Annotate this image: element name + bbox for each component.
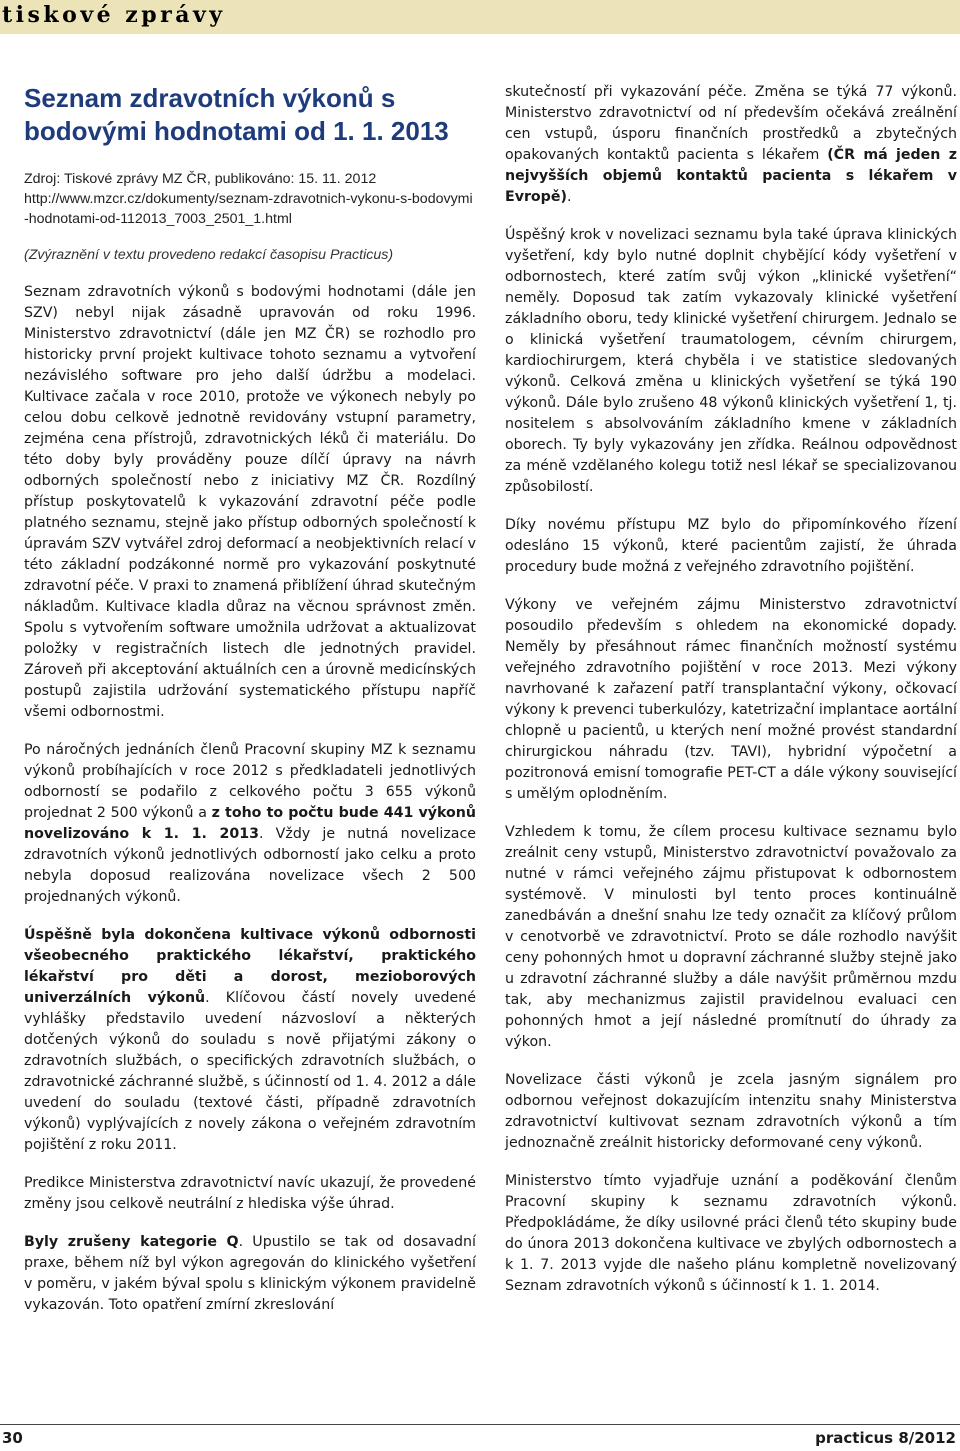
paragraph — [505, 1070, 957, 1154]
paragraph-text: Predikce Ministerstva zdravotnictví navíc ukazují, že provedené změny jsou celkově neutrální z hlediska výše úhrad. — [24, 1175, 476, 1212]
paragraph — [24, 1173, 476, 1215]
paragraph-text: Výkony ve veřejném zájmu Ministerstvo zdravotnictví posoudilo především s ohledem na ekonomické dopady. Neměly by přesáhnout rámec finančních možností systému veřejného zdravotního pojištění v roce 2013. Mezi výkony navrhované k zařazení patří transplantační výkony, očkovací výkony k prevenci tuberkulózy, katetrizační implantace aortální chlopně u pacientů, u kterých není možné provést standardní chirurgickou náhradu (tzv. TAVI), hybridní výpočetní a pozitronová emisní tomografie PET-CT a dále výkony související s umělým oplodněním. — [505, 597, 957, 802]
source-line: Zdroj: Tiskové zprávy MZ ČR, publikováno: 15. 11. 2012 — [24, 171, 377, 187]
paragraph-text: . — [566, 189, 572, 205]
paragraph-text: Novelizace části výkonů je zcela jasným signálem pro odbornou veřejnost dokazujícím intenzitu snahy Ministerstva zdravotnictví kultivovat seznam zdravotních výkonů a tím jednoznačně zreálnit historicky deformované ceny výkonů. — [505, 1072, 957, 1151]
paragraph — [505, 82, 957, 208]
footer-rule — [0, 1424, 960, 1425]
paragraph-emphasis: (ČR má jeden z nejvyšších objemů kontaktů pacienta s lékařem v Evropě) — [505, 147, 957, 205]
source-info — [24, 169, 476, 229]
paragraph — [505, 515, 957, 578]
paragraph-text: Vzhledem k tomu, že cílem procesu kultivace seznamu bylo zreálnit ceny vstupů, Ministerstvo zdravotnictví považovalo za nutné v rámci veřejného zájmu přistupovat k odbornostem systémově. V minulosti byl tento proces kontinuálně zanedbáván a dnešní snahu lze tedy označit za klíčový průlom v cenotvorbě ve zdravotnictví. Proto se dále rozhodlo navýšit ceny pohonných hmot u dopravní záchranné služby stejně jako u zdravotní záchranné služby a dále navýšit průměrnou mzdu tak, aby mechanizmus zajistil pravidelnou evaluaci cen pohonných hmot a její následné promítnutí do úhrady za výkon. — [505, 824, 957, 1050]
source-url: http://www.mzcr.cz/dokumenty/seznam-zdravotnich-vykonu-s-bodovymi-hodnotami-od-112013_7003_2501_1.html — [24, 191, 473, 227]
editor-note: (Zvýraznění v textu provedeno redakcí časopisu Practicus) — [24, 247, 394, 263]
article-title: Seznam zdravotních výkonů s bodovými hodnotami od 1. 1. 2013 — [24, 83, 449, 146]
paragraph-text: skutečností při vykazování péče. Změna se týká 77 výkonů. Ministerstvo zdravotnictví od ní především očekává zreálnění cen vstupů, úsporu finančních prostředků a zbytečných opakovaných kontaktů pacienta s lékařem — [505, 84, 957, 163]
paragraph — [505, 1171, 957, 1297]
paragraph-text: Díky novému přístupu MZ bylo do připomínkového řízení odesláno 15 výkonů, které pacientům zajistí, že úhrada procedury bude možná z veřejného zdravotního pojištění. — [505, 517, 957, 575]
magazine-issue: practicus 8/2012 — [815, 1429, 956, 1447]
paragraph — [24, 925, 476, 1156]
page-number: 30 — [2, 1429, 23, 1447]
left-column — [24, 82, 476, 1333]
paragraph-emphasis: Byly zrušeny kategorie Q — [24, 1234, 239, 1250]
paragraph-text: Seznam zdravotních výkonů s bodovými hodnotami (dále jen SZV) nebyl nijak zásadně upravován od roku 1996. Ministerstvo zdravotnictví (dále jen MZ ČR) se rozhodlo pro historicky první projekt kultivace tohoto seznamu a vytvoření nezávislého software pro jeho další údržbu a modelaci. Kultivace začala v roce 2010, protože ve výkonech nebyly po celou dobu celkově jednotně revidovány vstupní parametry, zejména cena přístrojů, zdravotnických léků či materiálu. Do této doby byly prováděny pouze dílčí úpravy na návrh odborných společností nebo z iniciativy MZ ČR. Rozdílný přístup poskytovatelů k vykazování zdravotní péče podle platného seznamu, stejně jako přístup odborných společností k úpravám SZV vytvářel zdroj deformací a neobjektivních relací v této základní podzákonné normě pro vykazování poskytnuté zdravotní péče. V praxi to znamená přiblížení úhrad skutečným nákladům. Kultivace kladla důraz na věcnou správnost změn. Spolu s vytvořením software umožnila udržovat a aktualizovat položky v registračních listech dle jednotných pravidel. Zároveň při akceptování aktuálních cen a úrovně medicínských postupů zajistila udržování systematického přístupu napříč všemi odbornostmi. — [24, 284, 476, 720]
paragraph-emphasis: Úspěšně byla dokončena kultivace výkonů odbornosti všeobecného praktického lékařství, praktického lékařství pro děti a dorost, mezioborových univerzálních výkonů — [24, 927, 476, 1006]
paragraph — [24, 740, 476, 908]
paragraph — [505, 822, 957, 1053]
section-title: tiskové zprávy — [2, 2, 226, 28]
paragraph-text: Po náročných jednáních členů Pracovní skupiny MZ k seznamu výkonů probíhajících v roce 2012 s předkladateli jednotlivých odborností se podařilo z celkového počtu 3 655 výkonů projednat 2 500 výkonů a — [24, 742, 476, 821]
paragraph — [24, 1232, 476, 1316]
paragraph-emphasis: z toho to počtu bude 441 výkonů novelizováno k 1. 1. 2013 — [24, 805, 476, 842]
paragraph — [505, 225, 957, 498]
paragraph-text: Úspěšný krok v novelizaci seznamu byla také úprava klinických vyšetření, kdy bylo nutné doplnit chybějící kódy vyšetření v odbornostech, které zatím svůj výkon „klinické vyšetření“ neměly. Doposud tak zatím vykazovaly klinické vyšetření základního oboru, tedy klinické vyšetření chirurgem. Jednalo se o klinická vyšetření traumatologem, cévním chirurgem, kardiochirurgem, která chyběla i ve statistice sledovaných výkonů. Celková změna u klinických vyšetření se týká 190 výkonů. Dále bylo zrušeno 48 výkonů klinických vyšetření 1, tj. nositelem s absolvováním základního kmene v základních oborech. Ty byly vykazovány jen zřídka. Reálnou odpovědnost za méně vzdělaného kolegu totiž nesl lékař se specializovanou způsobilostí. — [505, 227, 957, 495]
right-column — [505, 82, 957, 1314]
paragraph — [24, 282, 476, 723]
section-header-bar — [0, 0, 960, 34]
paragraph-text: . Klíčovou částí novely uvedené vyhlášky představilo uvedení názvosloví a některých dotčených výkonů do souladu s nově přijatými zákony o zdravotních službách, o specifických zdravotních službách, o zdravotnické záchranné službě, s účinností od 1. 4. 2012 a dále uvedení do souladu (textové části, případně zdravotních výkonů) vyplývajících z novely zákona o veřejném zdravotním pojištění z roku 2011. — [24, 990, 476, 1153]
paragraph — [505, 595, 957, 805]
paragraph-text: . Vždy je nutná novelizace zdravotních výkonů jednotlivých odborností jako celku a proto nebyla doposud realizována novelizace všech 2 500 projednaných výkonů. — [24, 826, 476, 905]
paragraph-text: . Upustilo se tak od dosavadní praxe, během níž byl výkon agregován do klinického vyšetření v poměru, v jakém býval spolu s klinickým výkonem pravidelně vykazován. Toto opatření zmírní zkreslování — [24, 1234, 476, 1313]
paragraph-text: Ministerstvo tímto vyjadřuje uznání a poděkování členům Pracovní skupiny k seznamu zdravotních výkonů. Předpokládáme, že díky usilovné práci členů této skupiny bude do února 2013 dokončena kultivace ve zbylých odbornostech a k 1. 7. 2013 vyjde dle našeho plánu kompletně novelizovaný Seznam zdravotních výkonů s účinností k 1. 1. 2014. — [505, 1173, 957, 1294]
